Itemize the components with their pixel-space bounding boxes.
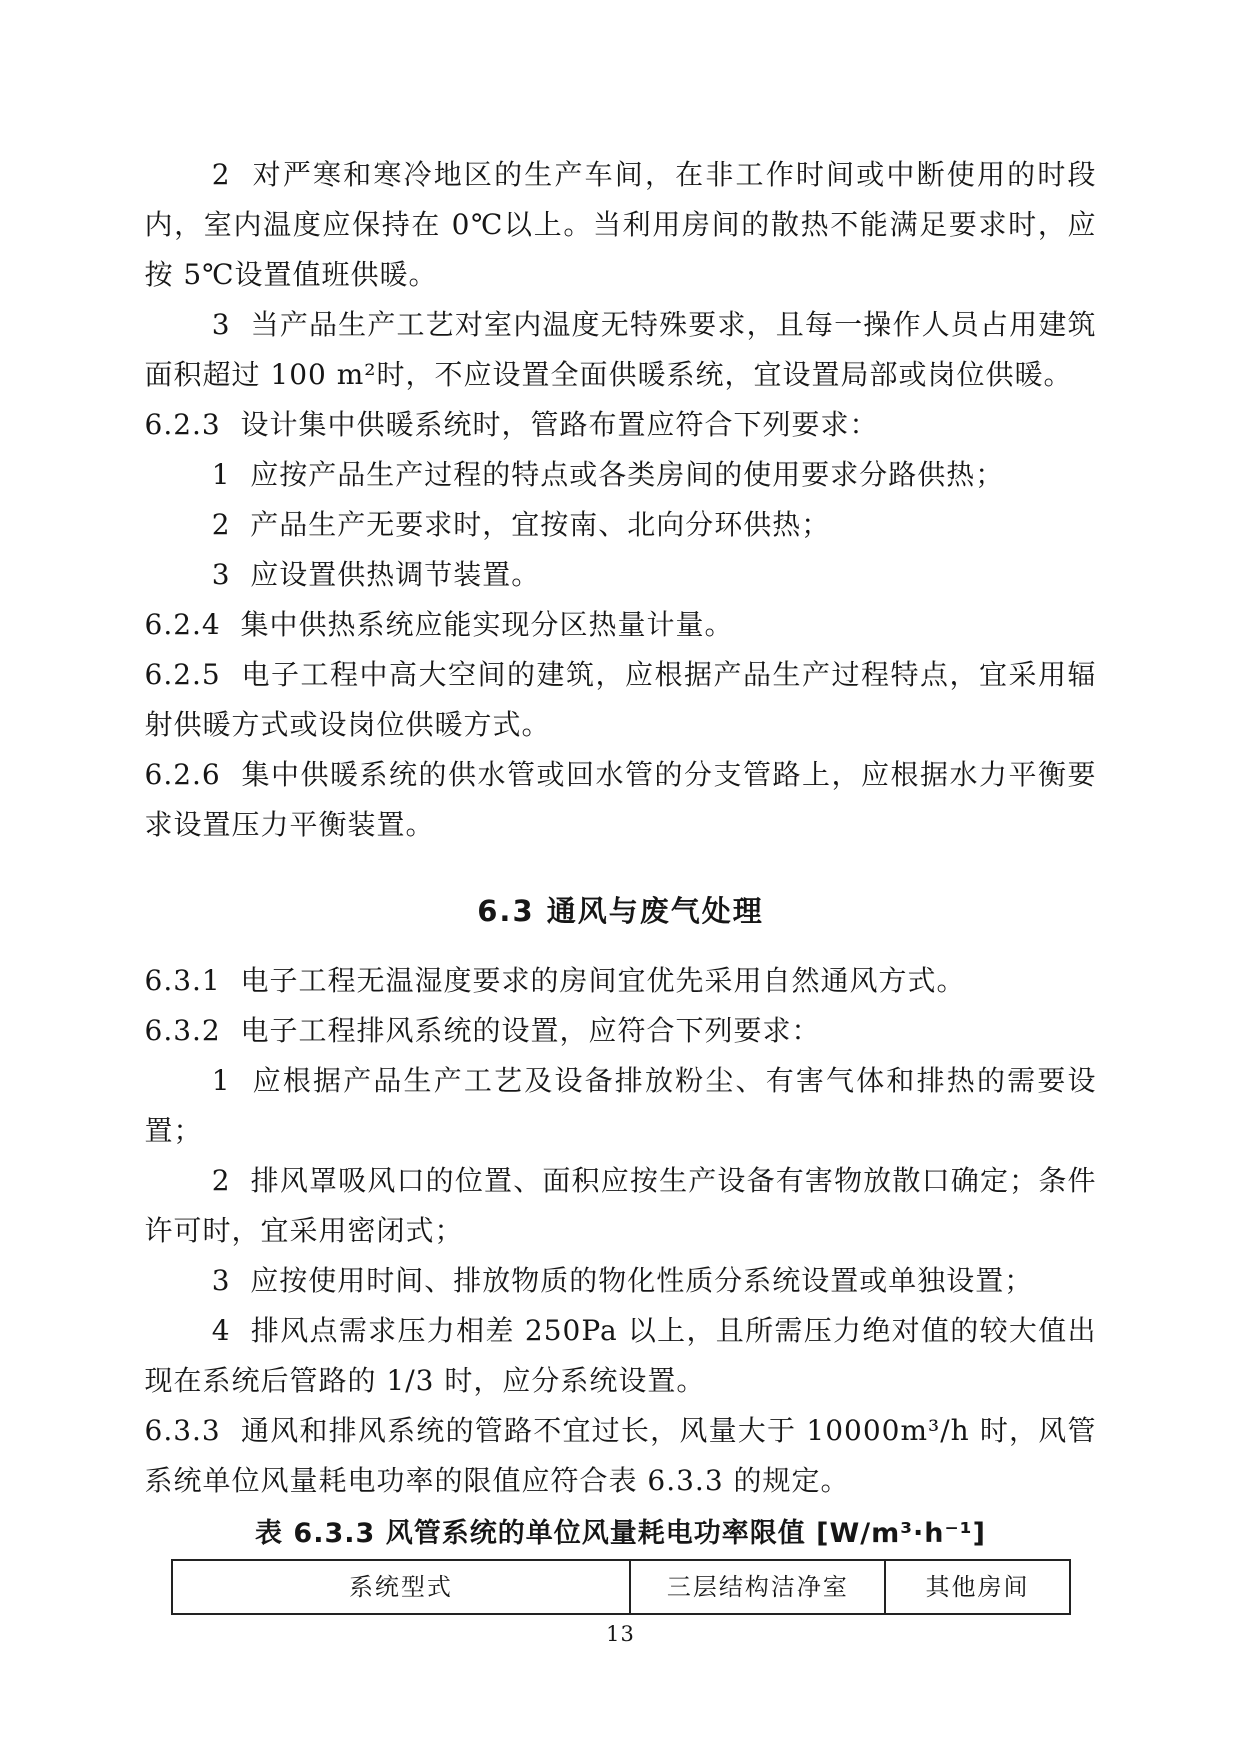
para-6-3-2-item-3: 3 应按使用时间、排放物质的物化性质分系统设置或单独设置； [211, 1264, 1034, 1297]
para-clause-6-3-1: 6.3.1 电子工程无温湿度要求的房间宜优先采用自然通风方式。 [144, 964, 966, 997]
table-header-row [172, 1560, 1070, 1614]
table-header-three-layer-cleanroom: 三层结构洁净室 [630, 1560, 885, 1614]
table-header-system-type: 系统型式 [172, 1560, 631, 1614]
table-title-6-3-3: 表 6.3.3 风管系统的单位风量耗电功率限值 [W/m³·h⁻¹] [255, 1518, 986, 1549]
para-clause-6-2-5: 6.2.5 电子工程中高大空间的建筑，应根据产品生产过程特点，宜采用辐射供暖方式或设岗位供暖方式。 [144, 658, 1097, 741]
para-clause-6-3-2: 6.3.2 电子工程排风系统的设置，应符合下列要求： [144, 1014, 821, 1047]
para-clause-6-2-3: 6.2.3 设计集中供暖系统时，管路布置应符合下列要求： [144, 408, 879, 441]
para-clause-6-2-4: 6.2.4 集中供热系统应能实现分区热量计量。 [144, 608, 734, 641]
page-number: 13 [606, 1622, 635, 1646]
para-6-2-3-item-3: 3 应设置供热调节装置。 [211, 558, 541, 591]
para-6-2-3-item-1: 1 应按产品生产过程的特点或各类房间的使用要求分路供热； [211, 458, 1005, 491]
para-item-3-no-temp-requirement: 3 当产品生产工艺对室内温度无特殊要求，且每一操作人员占用建筑面积超过 100 m²时，不应设置全面供暖系统，宜设置局部或岗位供暖。 [144, 308, 1097, 391]
table-6-3-3 [171, 1559, 1071, 1615]
table-header-other-rooms: 其他房间 [885, 1560, 1069, 1614]
para-6-2-3-item-2: 2 产品生产无要求时，宜按南、北向分环供热； [211, 508, 831, 541]
para-6-3-2-item-2: 2 排风罩吸风口的位置、面积应按生产设备有害物放散口确定；条件许可时，宜采用密闭式； [144, 1164, 1097, 1247]
para-clause-6-3-3: 6.3.3 通风和排风系统的管路不宜过长，风量大于 10000m³/h 时，风管系统单位风量耗电功率的限值应符合表 6.3.3 的规定。 [144, 1414, 1097, 1497]
section-heading-6-3: 6.3 通风与废气处理 [477, 894, 764, 928]
para-6-3-2-item-4: 4 排风点需求压力相差 250Pa 以上，且所需压力绝对值的较大值出现在系统后管路的 1/3 时，应分系统设置。 [144, 1314, 1097, 1397]
para-6-3-2-item-1: 1 应根据产品生产工艺及设备排放粉尘、有害气体和排热的需要设置； [144, 1064, 1097, 1147]
document-body [145, 0, 1097, 1615]
para-item-2-severe-cold: 2 对严寒和寒冷地区的生产车间，在非工作时间或中断使用的时段内，室内温度应保持在 0℃以上。当利用房间的散热不能满足要求时，应按 5℃设置值班供暖。 [144, 158, 1097, 291]
para-clause-6-2-6: 6.2.6 集中供暖系统的供水管或回水管的分支管路上，应根据水力平衡要求设置压力平衡装置。 [144, 758, 1097, 841]
